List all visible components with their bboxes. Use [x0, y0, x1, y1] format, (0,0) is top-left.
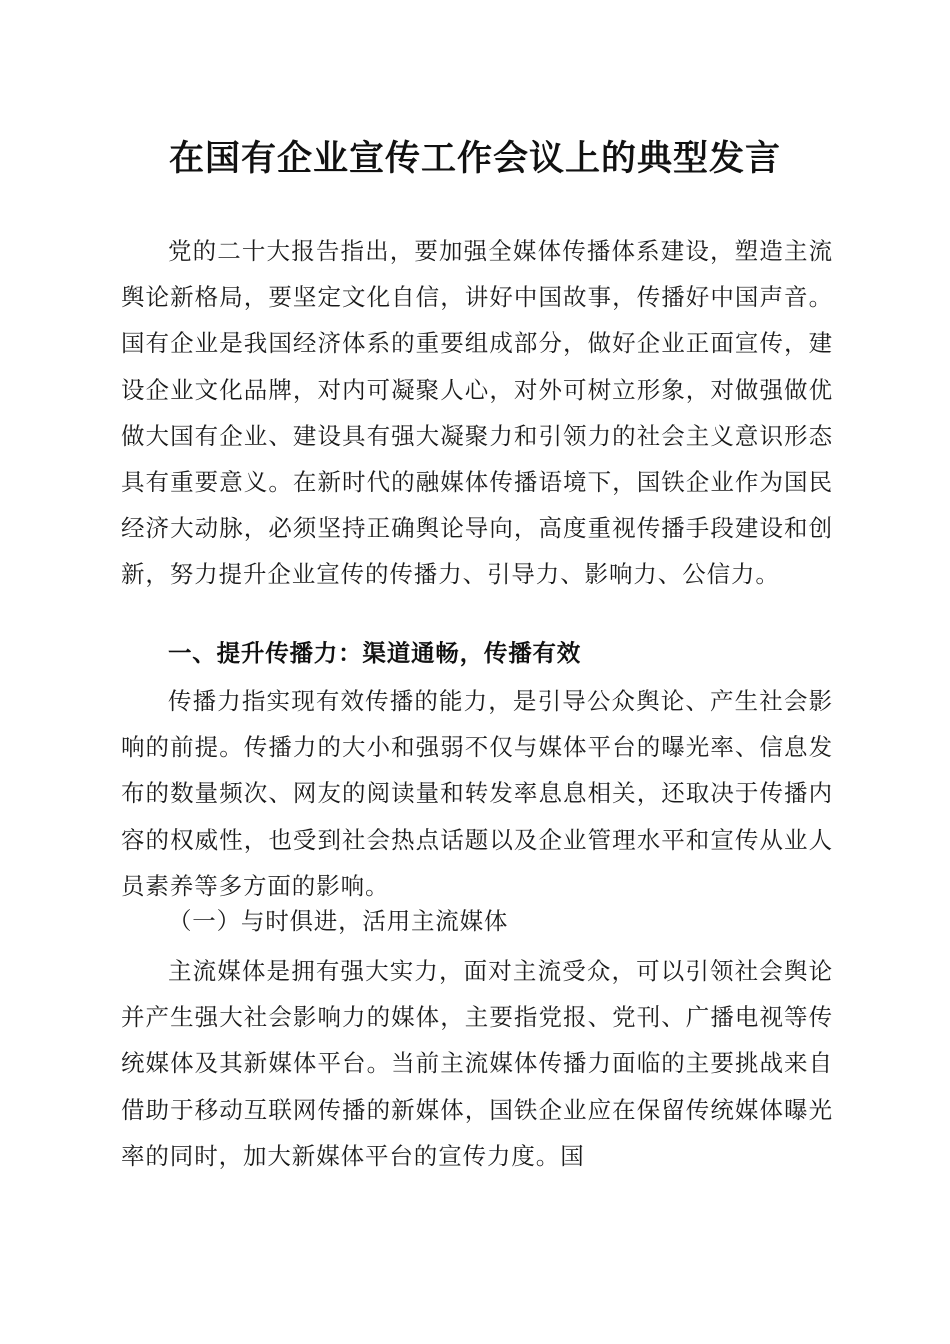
document-title: 在国有企业宣传工作会议上的典型发言 [168, 138, 781, 179]
paragraph-section-1: 传播力指实现有效传播的能力，是引导公众舆论、产生社会影响的前提。传播力的大小和强弱不仅与媒体平台的曝光率、信息发布的数量频次、网友的阅读量和转发率息息相关，还取决于传播内容的权威性，也受到社会热点话题以及企业管理水平和宣传从业人员素养等多方面的影响。 [121, 687, 833, 900]
paragraph-subsection-1: 主流媒体是拥有强大实力，面对主流受众，可以引领社会舆论并产生强大社会影响力的媒体，主要指党报、党刊、广播电视等传统媒体及其新媒体平台。当前主流媒体传播力面临的主要挑战来自借助于移动互联网传播的新媒体，国铁企业应在保留传统媒体曝光率的同时，加大新媒体平台的宣传力度。国 [121, 957, 833, 1170]
paragraph-intro: 党的二十大报告指出，要加强全媒体传播体系建设，塑造主流舆论新格局，要坚定文化自信，讲好中国故事，传播好中国声音。国有企业是我国经济体系的重要组成部分，做好企业正面宣传，建设企业文化品牌，对内可凝聚人心，对外可树立形象，对做强做优做大国有企业、建设具有强大凝聚力和引领力的社会主义意识形态具有重要意义。在新时代的融媒体传播语境下，国铁企业作为国民经济大动脉，必须坚持正确舆论导向，高度重视传播手段建设和创新，努力提升企业宣传的传播力、引导力、影响力、公信力。 [121, 237, 833, 589]
subsection-heading-1: （一）与时俱进，活用主流媒体 [168, 907, 509, 935]
section-heading-1: 一、提升传播力：渠道通畅，传播有效 [168, 639, 582, 667]
